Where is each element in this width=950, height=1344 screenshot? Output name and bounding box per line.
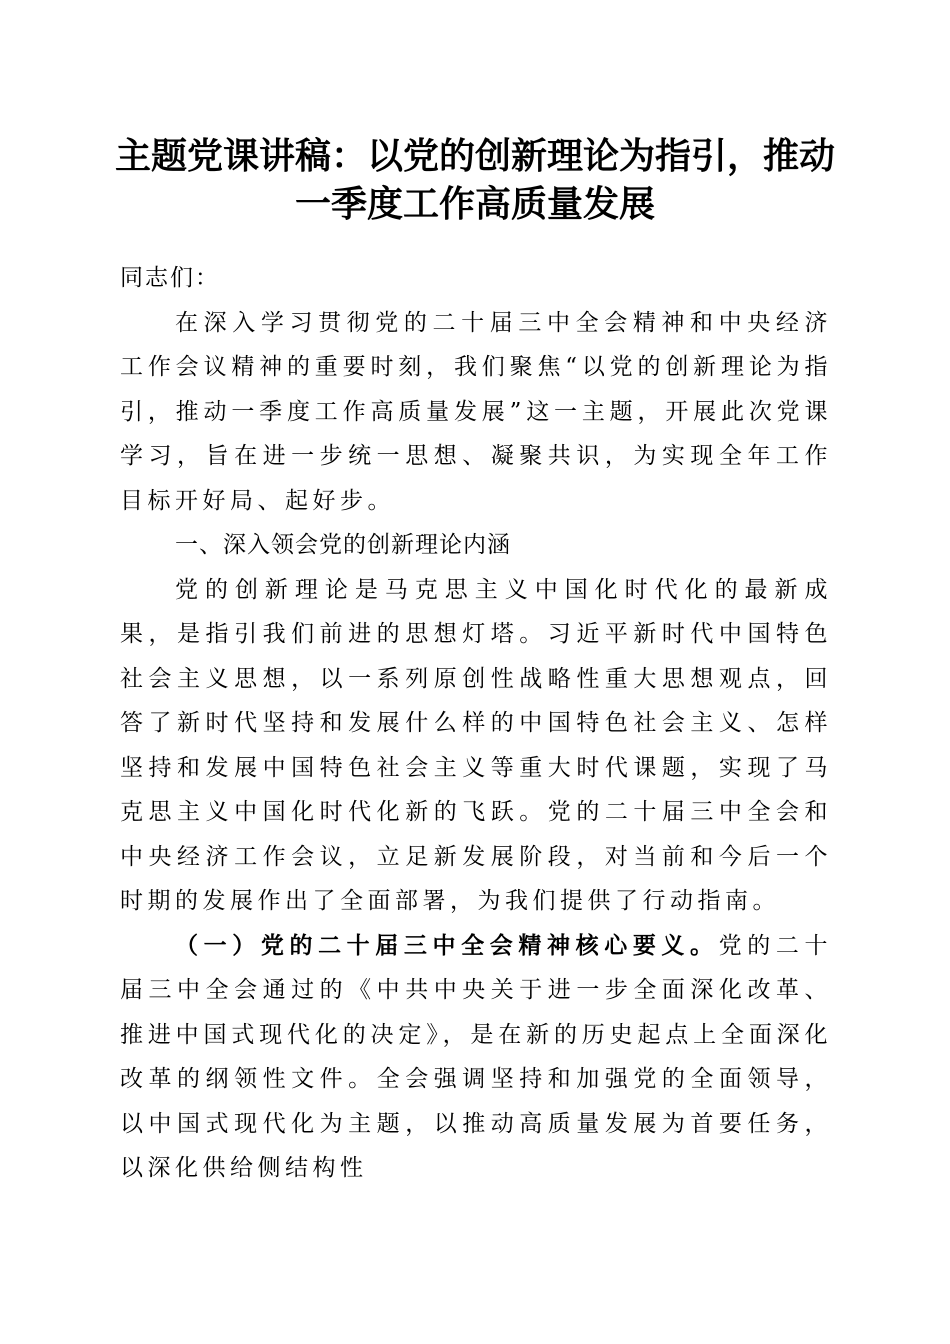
document-body bbox=[120, 256, 832, 1191]
section-paragraph: 党的创新理论是马克思主义中国化时代化的最新成果，是指引我们前进的思想灯塔。习近平新时代中国特色社会主义思想，以一系列原创性战略性重大思想观点，回答了新时代坚持和发展什么样的中国特色社会主义、怎样坚持和发展中国特色社会主义等重大时代课题，实现了马克思主义中国化时代化新的飞跃。党的二十届三中全会和中央经济工作会议，立足新发展阶段，对当前和今后一个时期的发展作出了全面部署，为我们提供了行动指南。 bbox=[120, 576, 832, 914]
subsection-paragraph bbox=[120, 924, 832, 1191]
section-heading: 一、深入领会党的创新理论内涵 bbox=[175, 532, 511, 558]
greeting: 同志们： bbox=[120, 265, 220, 291]
document-title bbox=[100, 132, 850, 228]
title-line-1: 主题党课讲稿：以党的创新理论为指引，推动 bbox=[114, 135, 835, 177]
subsection-text: 党的二十届三中全会通过的《中共中央关于进一步全面深化改革、推进中国式现代化的决定》，是在新的历史起点上全面深化改革的纲领性文件。全会强调坚持和加强党的全面领导，以中国式现代化为主题，以推动高质量发展为首要任务，以深化供给侧结构性 bbox=[120, 932, 833, 1181]
title-line-2: 一季度工作高质量发展 bbox=[294, 183, 655, 225]
subsection-lead: （一）党的二十届三中全会精神核心要义。 bbox=[175, 931, 719, 959]
intro-paragraph: 在深入学习贯彻党的二十届三中全会精神和中央经济工作会议精神的重要时刻，我们聚焦“以党的创新理论为指引，推动一季度工作高质量发展”这一主题，开展此次党课学习，旨在进一步统一思想、凝聚共识，为实现全年工作目标开好局、起好步。 bbox=[120, 309, 832, 514]
